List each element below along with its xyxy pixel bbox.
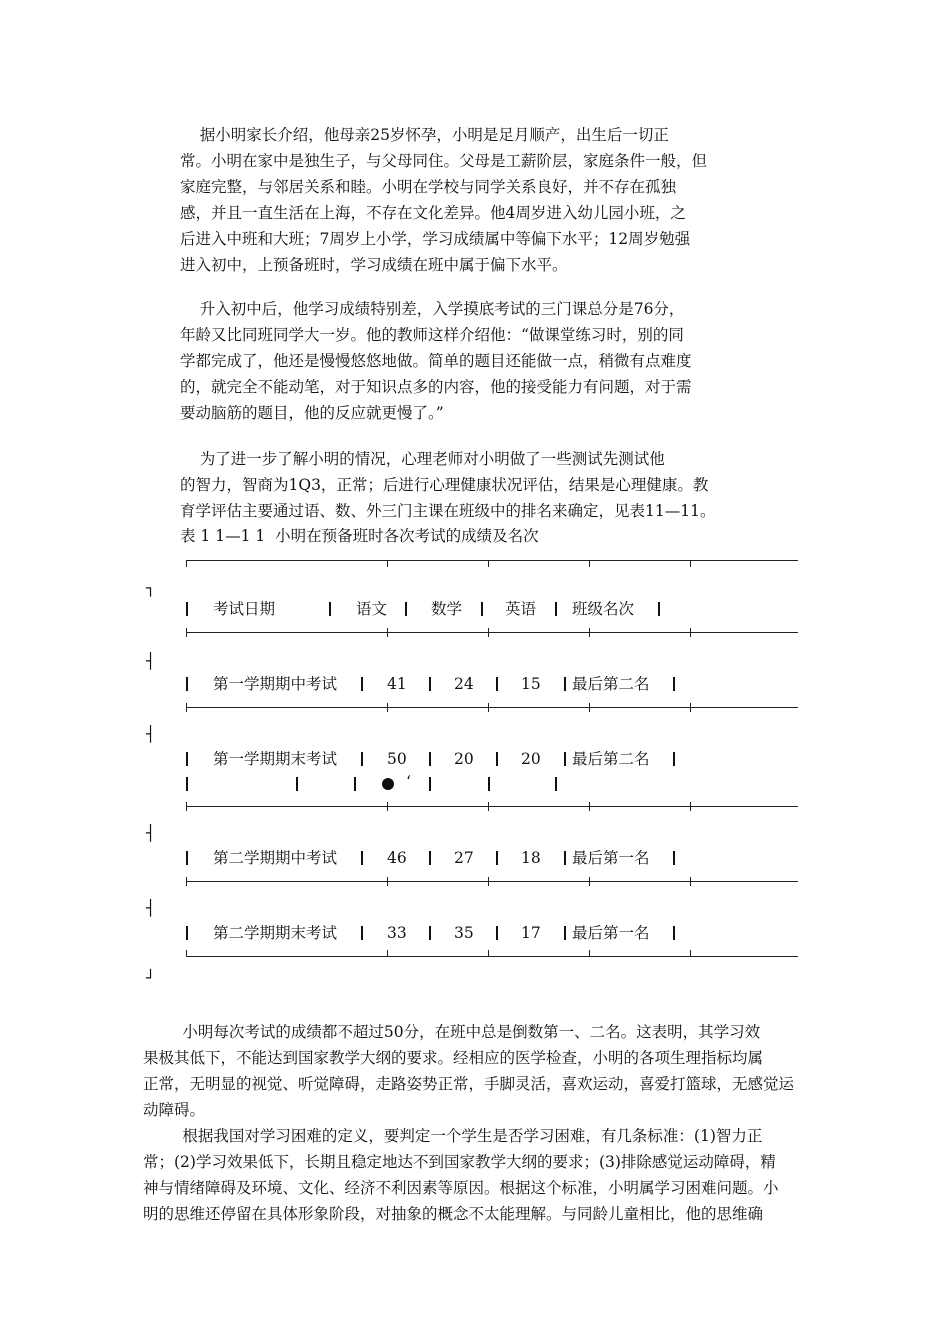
text-line: 育学评估主要通过语、数、外三门主课在班级中的排名来确定，见表11—11。 [180,502,716,520]
row-date: 第一学期期中考试 [213,675,338,693]
rule-tick [488,628,489,637]
cell-divider [496,677,498,691]
header-english: 英语 [505,600,537,618]
cell-divider [186,777,188,791]
cell-divider [673,752,675,766]
cell-divider [186,851,188,865]
text-line: 家庭完整，与邻居关系和睦。小明在学校与同学关系良好，并不存在孤独 [180,178,677,196]
cell-divider [564,752,566,766]
cell-divider [329,602,331,616]
text-line: 根据我国对学习困难的定义，要判定一个学生是否学习困难，有几条标准：(1)智力正 [143,1127,763,1145]
rule-tick [690,628,691,637]
cell-divider [555,602,557,616]
rule-tick [589,950,590,957]
row-date: 第一学期期末考试 [213,750,338,768]
row-date: 第二学期期中考试 [213,849,338,867]
text-line: 据小明家长介绍，他母亲25岁怀孕，小明是足月顺产，出生后一切正 [180,126,669,144]
cell-divider [564,677,566,691]
rule-tick [186,703,187,712]
cell-divider [564,926,566,940]
cell-divider [496,752,498,766]
row-math: 35 [454,924,474,942]
rule-tick [589,703,590,712]
cell-divider [361,926,363,940]
cell-divider [496,926,498,940]
cell-divider [186,602,188,616]
header-math: 数学 [431,600,463,618]
cell-divider [429,677,431,691]
cell-divider [186,926,188,940]
cell-divider [481,602,483,616]
rule-tick [186,802,187,811]
table-caption: 表 1 1—1 1 小明在预备班时各次考试的成绩及名次 [180,527,539,545]
cell-divider [405,602,407,616]
rule-tick [690,703,691,712]
header-chinese: 语文 [356,600,388,618]
rule-tick [488,802,489,811]
corner-mark: ┤ [146,725,156,743]
text-line: 后进入中班和大班；7周岁上小学，学习成绩属中等偏下水平；12周岁勉强 [180,230,691,248]
cell-divider [296,777,298,791]
rule-tick [589,802,590,811]
table-rule [186,632,798,633]
text-line: 动障碍。 [143,1101,206,1119]
row-math: 20 [454,750,474,768]
row-chinese: 46 [387,849,407,867]
text-line: 升入初中后，他学习成绩特别差，入学摸底考试的三门课总分是76分， [180,300,685,318]
text-line: 感，并且一直生活在上海，不存在文化差异。他4周岁进入幼儿园小班，之 [180,204,686,222]
row-english: 20 [521,750,541,768]
text-line: 学都完成了，他还是慢慢悠悠地做。简单的题目还能做一点，稍微有点难度 [180,352,692,370]
text-line: 正常，无明显的视觉、听觉障碍，走路姿势正常，手脚灵活，喜欢运动，喜爱打篮球，无感觉运 [143,1075,795,1093]
row-chinese: 50 [387,750,407,768]
table-rule [186,707,798,708]
row-english: 17 [521,924,541,942]
cell-divider [361,752,363,766]
rule-tick [488,703,489,712]
rule-tick [589,560,590,567]
cell-divider [186,677,188,691]
text-line: 果极其低下，不能达到国家教学大纲的要求。经相应的医学检查，小明的各项生理指标均属 [143,1049,764,1067]
row-rank: 最后第二名 [572,675,650,693]
row-chinese: 41 [387,675,407,693]
rule-tick [690,950,691,957]
text-line: 年龄又比同班同学大一岁。他的教师这样介绍他：“做课堂练习时，别的同 [180,326,684,344]
cell-divider [361,851,363,865]
row-english: 18 [521,849,541,867]
cell-divider [429,926,431,940]
text-line: 为了进一步了解小明的情况，心理老师对小明做了一些测试先测试他 [180,450,665,468]
cell-divider [555,777,557,791]
rule-tick [387,560,388,567]
cell-divider [673,926,675,940]
rule-tick [690,802,691,811]
rule-tick [387,877,388,886]
header-date: 考试日期 [213,600,276,618]
row-chinese: 33 [387,924,407,942]
table-rule [186,881,798,882]
rule-tick [589,628,590,637]
text-line: 常；(2)学习效果低下，长期且稳定地达不到国家教学大纲的要求；(3)排除感觉运动障碍，精 [143,1153,776,1171]
header-rank: 班级名次 [572,600,635,618]
cell-divider [564,851,566,865]
rule-tick [690,877,691,886]
rule-tick [387,802,388,811]
row-english: 15 [521,675,541,693]
cell-divider [429,752,431,766]
rule-tick [186,950,187,957]
rule-tick [589,877,590,886]
text-line: 常。小明在家中是独生子，与父母同住。父母是工薪阶层，家庭条件一般，但 [180,152,708,170]
cell-divider [673,851,675,865]
rule-tick [186,628,187,637]
corner-mark: ┤ [146,824,156,842]
cell-divider [354,777,356,791]
corner-mark: ┤ [146,899,156,917]
row-math: 24 [454,675,474,693]
cell-divider [429,777,431,791]
text-line: 的智力，智商为1Q3，正常；后进行心理健康状况评估，结果是心理健康。教 [180,476,709,494]
row-math: 27 [454,849,474,867]
cell-divider [361,677,363,691]
text-line: 的，就完全不能动笔，对于知识点多的内容，他的接受能力有问题，对于需 [180,378,692,396]
corner-mark: ┤ [146,652,156,670]
rule-tick [488,877,489,886]
stray-mark: ‘ [406,773,411,791]
cell-divider [488,777,490,791]
table-rule [186,806,798,807]
text-line: 小明每次考试的成绩都不超过50分，在班中总是倒数第一、二名。这表明，其学习效 [143,1023,761,1041]
rule-tick [488,560,489,567]
row-date: 第二学期期末考试 [213,924,338,942]
corner-mark: ┘ [146,969,156,987]
rule-tick [186,877,187,886]
rule-tick [387,703,388,712]
text-line: 进入初中，上预备班时，学习成绩在班中属于偏下水平。 [180,256,568,274]
cell-divider [429,851,431,865]
row-rank: 最后第一名 [572,924,650,942]
cell-divider [186,752,188,766]
cell-divider [673,677,675,691]
row-rank: 最后第一名 [572,849,650,867]
rule-tick [488,950,489,957]
cell-divider [658,602,660,616]
corner-mark: ┐ [146,579,156,597]
rule-tick [387,950,388,957]
table-rule-bottom [186,956,798,957]
text-line: 明的思维还停留在具体形象阶段，对抽象的概念不太能理解。与同龄儿童相比，他的思维确 [143,1205,764,1223]
bullet-dot [382,778,394,790]
rule-tick [186,560,187,567]
rule-tick [387,628,388,637]
row-rank: 最后第二名 [572,750,650,768]
rule-tick [690,560,691,567]
text-line: 要动脑筋的题目，他的反应就更慢了。” [180,404,444,422]
table-rule-top [186,560,798,561]
cell-divider [496,851,498,865]
text-line: 神与情绪障碍及环境、文化、经济不利因素等原因。根据这个标准，小明属学习困难问题。小 [143,1179,779,1197]
